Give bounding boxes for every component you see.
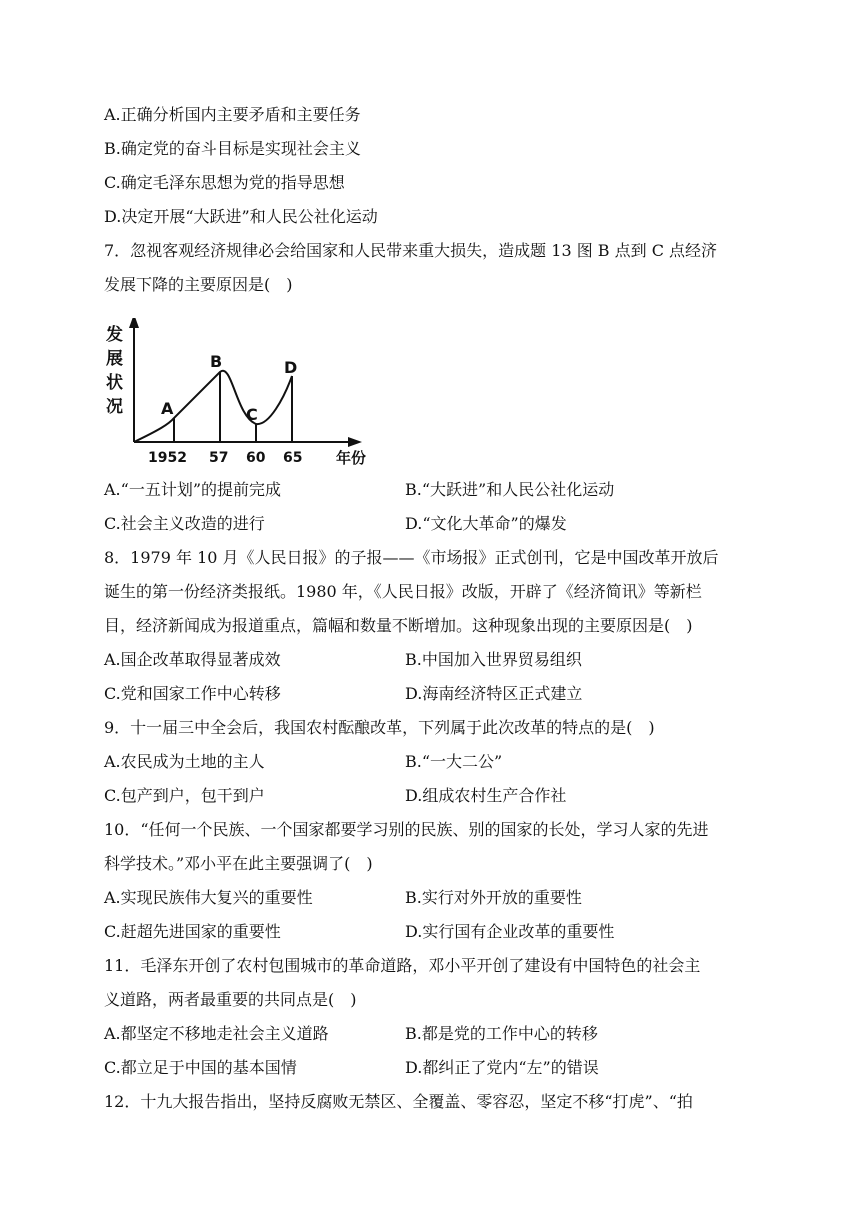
q11-stem-line-1: 11．毛泽东开创了农村包围城市的革命道路，邓小平开创了建设有中国特色的社会主 (104, 956, 701, 975)
q8-option-a: A.国企改革取得显著成效 (104, 650, 281, 669)
q10-option-a: A.实现民族伟大复兴的重要性 (104, 888, 313, 907)
point-label-c: C (246, 405, 258, 424)
x-axis-label: 年份 (336, 449, 367, 467)
q7-option-c: C.社会主义改造的进行 (104, 514, 265, 533)
point-label-a: A (161, 399, 174, 418)
q10-option-c: C.赶超先进国家的重要性 (104, 922, 281, 941)
development-curve (134, 371, 292, 442)
q8-option-c: C.党和国家工作中心转移 (104, 684, 281, 703)
q9-option-c: C.包产到户，包干到户 (104, 786, 265, 805)
svg-text:展: 展 (106, 349, 123, 369)
x-tick-65: 65 (283, 450, 303, 466)
q8-option-d: D.海南经济特区正式建立 (405, 684, 583, 703)
q9-stem-line-1: 9．十一届三中全会后，我国农村酝酿改革，下列属于此次改革的特点的是( ) (104, 718, 655, 737)
q8-option-b: B.中国加入世界贸易组织 (405, 650, 582, 669)
q12-stem-line-1: 12．十九大报告指出，坚持反腐败无禁区、全覆盖、零容忍，坚定不移“打虎”、“拍 (104, 1092, 693, 1111)
y-axis-arrow (129, 318, 139, 328)
economic-development-chart (104, 318, 384, 468)
q6-option-b: B.确定党的奋斗目标是实现社会主义 (104, 139, 361, 158)
q10-stem-line-2: 科学技术。”邓小平在此主要强调了( ) (104, 854, 373, 873)
q11-option-c: C.都立足于中国的基本国情 (104, 1058, 297, 1077)
q7-option-b: B.“大跃进”和人民公社化运动 (405, 480, 615, 499)
q6-option-c: C.确定毛泽东思想为党的指导思想 (104, 173, 345, 192)
q8-stem-line-3: 目，经济新闻成为报道重点，篇幅和数量不断增加。这种现象出现的主要原因是( ) (104, 616, 693, 635)
x-axis-arrow (348, 437, 362, 447)
x-tick-1952: 1952 (148, 450, 187, 466)
q9-option-a: A.农民成为土地的主人 (104, 752, 265, 771)
q6-option-d: D.决定开展“大跃进”和人民公社化运动 (104, 207, 378, 226)
svg-text:发: 发 (106, 325, 123, 345)
q10-stem-line-1: 10．“任何一个民族、一个国家都要学习别的民族、别的国家的长处，学习人家的先进 (104, 820, 709, 839)
q9-option-b: B.“一大二公” (405, 752, 503, 771)
q11-option-a: A.都坚定不移地走社会主义道路 (104, 1024, 329, 1043)
q9-option-d: D.组成农村生产合作社 (405, 786, 567, 805)
q7-option-a: A.“一五计划”的提前完成 (104, 480, 282, 499)
q11-option-b: B.都是党的工作中心的转移 (405, 1024, 598, 1043)
q7-option-d: D.“文化大革命”的爆发 (405, 514, 567, 533)
q8-stem-line-1: 8．1979 年 10 月《人民日报》的子报——《市场报》正式创刊，它是中国改革开放后 (104, 548, 719, 567)
q7-stem-line-2: 发展下降的主要原因是( ) (104, 275, 293, 294)
q8-stem-line-2: 诞生的第一份经济类报纸。1980 年，《人民日报》改版，开辟了《经济简讯》等新栏 (104, 582, 702, 601)
svg-text:况: 况 (106, 397, 123, 417)
q7-stem-line-1: 7．忽视客观经济规律必会给国家和人民带来重大损失，造成题 13 图 B 点到 C 点经济 (104, 241, 718, 260)
y-axis-label (105, 324, 123, 417)
q11-option-d: D.都纠正了党内“左”的错误 (405, 1058, 599, 1077)
point-label-d: D (284, 358, 298, 377)
q11-stem-line-2: 义道路，两者最重要的共同点是( ) (104, 990, 357, 1009)
q10-option-b: B.实行对外开放的重要性 (405, 888, 582, 907)
x-tick-57: 57 (209, 450, 229, 466)
point-label-b: B (210, 352, 223, 371)
x-tick-60: 60 (246, 450, 266, 466)
q10-option-d: D.实行国有企业改革的重要性 (405, 922, 615, 941)
svg-text:状: 状 (106, 373, 123, 393)
q6-option-a: A.正确分析国内主要矛盾和主要任务 (104, 105, 361, 124)
